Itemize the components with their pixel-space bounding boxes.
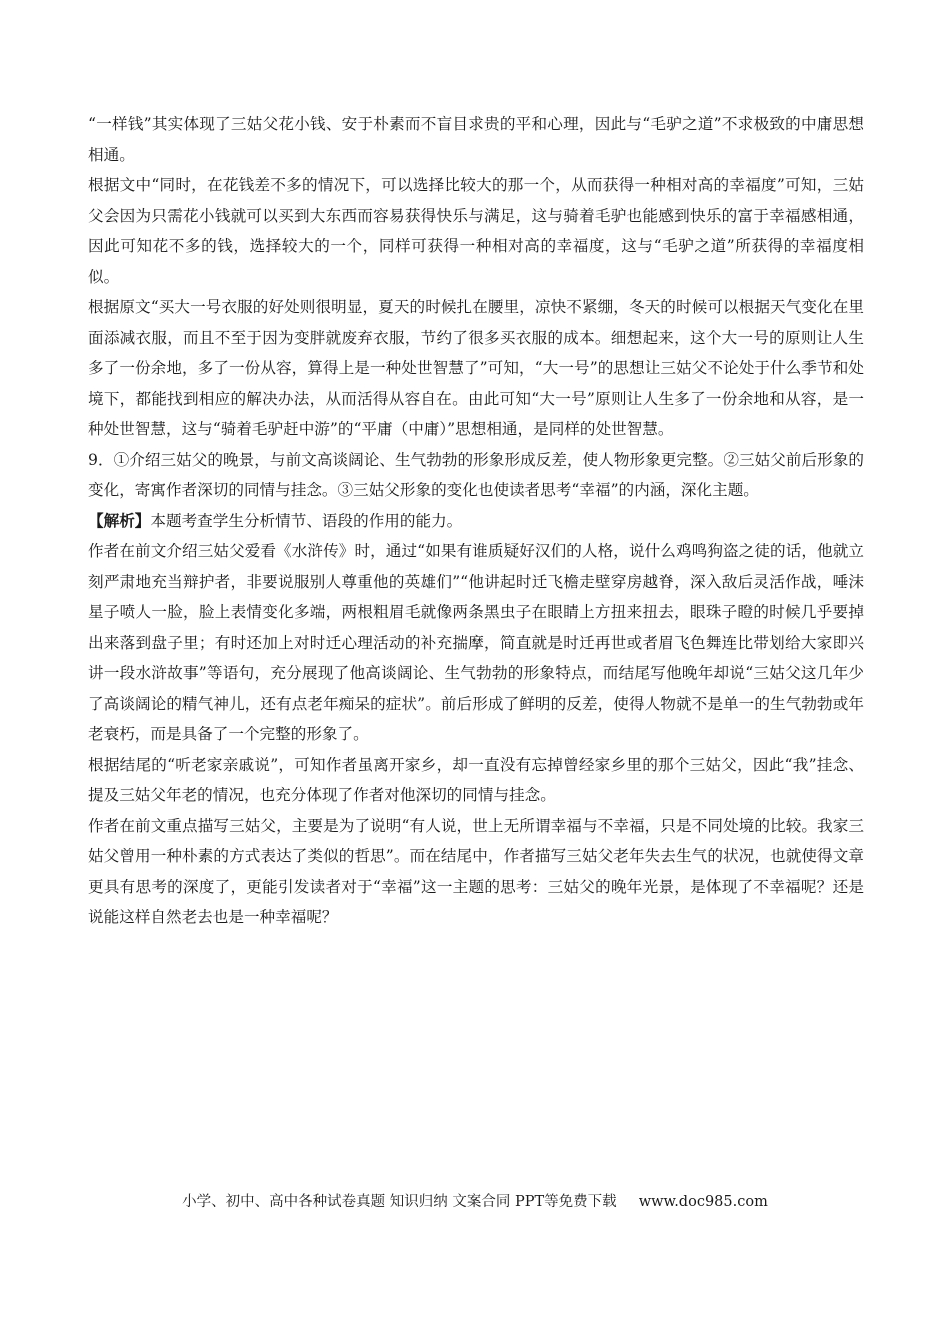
- answer-body: [88, 109, 864, 933]
- footer-text: 小学、初中、高中各种试卷真题 知识归纳 文案合同 PPT等免费下载: [182, 1194, 617, 1210]
- question-9-answer: 9．①介绍三姑父的晚景，与前文高谈阔论、生气勃勃的形象形成反差，使人物形象更完整。②三姑父前后形象的变化，寄寓作者深切的同情与挂念。③三姑父形象的变化也使读者思考“幸福”的内涵，深化主题。: [88, 450, 864, 499]
- paragraph-bigger-size: 根据原文“买大一号衣服的好处则很明显，夏天的时候扎在腰里，凉快不紧绷，冬天的时候可以根据天气变化在里面添减衣服，而且不至于因为变胖就废弃衣服，节约了很多买衣服的成本。细想起来，这个大一号的原则让人生多了一份余地，多了一份从容，算得上是一种处世智慧了”可知，“大一号”的思想让三姑父不论处于什么季节和处境下，都能找到相应的解决办法，从而活得从容自在。由此可知“大一号”原则让人生多了一份余地和从容，是一种处世智慧，这与“骑着毛驴赶中游”的“平庸（中庸）”思想相通，是同样的处世智慧。: [88, 298, 864, 438]
- analysis-line: [88, 506, 864, 537]
- analysis-label: 【解析】: [88, 510, 151, 530]
- paragraph-theme: 作者在前文重点描写三姑父，主要是为了说明“有人说，世上无所谓幸福与不幸福，只是不同处境的比较。我家三姑父曾用一种朴素的方式表达了类似的哲思”。而在结尾中，作者描写三姑父老年失去生气的状况，也就使得文章更具有思考的深度了，更能引发读者对于“幸福”这一主题的思考：三姑父的晚年光景，是体现了不幸福呢？还是说能这样自然老去也是一种幸福呢？: [88, 816, 864, 926]
- paragraph-concern: 根据结尾的“听老家亲戚说”，可知作者虽离开家乡，却一直没有忘掉曾经家乡里的那个三姑父，因此“我”挂念、提及三姑父年老的情况，也充分体现了作者对他深切的同情与挂念。: [88, 755, 864, 804]
- footer-url[interactable]: www.doc985.com: [638, 1194, 768, 1210]
- paragraph-happiness-degree: 根据文中“同时，在花钱差不多的情况下，可以选择比较大的那一个，从而获得一种相对高的幸福度”可知，三姑父会因为只需花小钱就可以买到大东西而容易获得快乐与满足，这与骑着毛驴也能感到快乐的富于幸福感相通，因此可知花不多的钱，选择较大的一个，同样可获得一种相对高的幸福度，这与“毛驴之道”所获得的幸福度相似。: [88, 176, 864, 286]
- paragraph-contrast: 作者在前文介绍三姑父爱看《水浒传》时，通过“如果有谁质疑好汉们的人格，说什么鸡鸣狗盗之徒的话，他就立刻严肃地充当辩护者，非要说服别人尊重他的英雄们”“他讲起时迁飞檐走壁穿房越脊，深入敌后灵活作战，唾沫星子喷人一脸，脸上表情变化多端，两根粗眉毛就像两条黑虫子在眼睛上方扭来扭去，眼珠子瞪的时候几乎要掉出来落到盘子里；有时还加上对时迁心理活动的补充揣摩，简直就是时迁再世或者眉飞色舞连比带划给大家即兴讲一段水浒故事”等语句，充分展现了他高谈阔论、生气勃勃的形象特点，而结尾写他晚年却说“三姑父这几年少了高谈阔论的精气神儿，还有点老年痴呆的症状”。前后形成了鲜明的反差，使得人物就不是单一的生气勃勃或年老衰朽，而是具备了一个完整的形象了。: [88, 542, 864, 743]
- analysis-text: 本题考查学生分析情节、语段的作用的能力。: [150, 511, 463, 530]
- paragraph-yiyangqian: “一样钱”其实体现了三姑父花小钱、安于朴素而不盲目求贵的平和心理，因此与“毛驴之道”不求极致的中庸思想相通。: [88, 115, 864, 164]
- page-footer: [0, 1190, 950, 1211]
